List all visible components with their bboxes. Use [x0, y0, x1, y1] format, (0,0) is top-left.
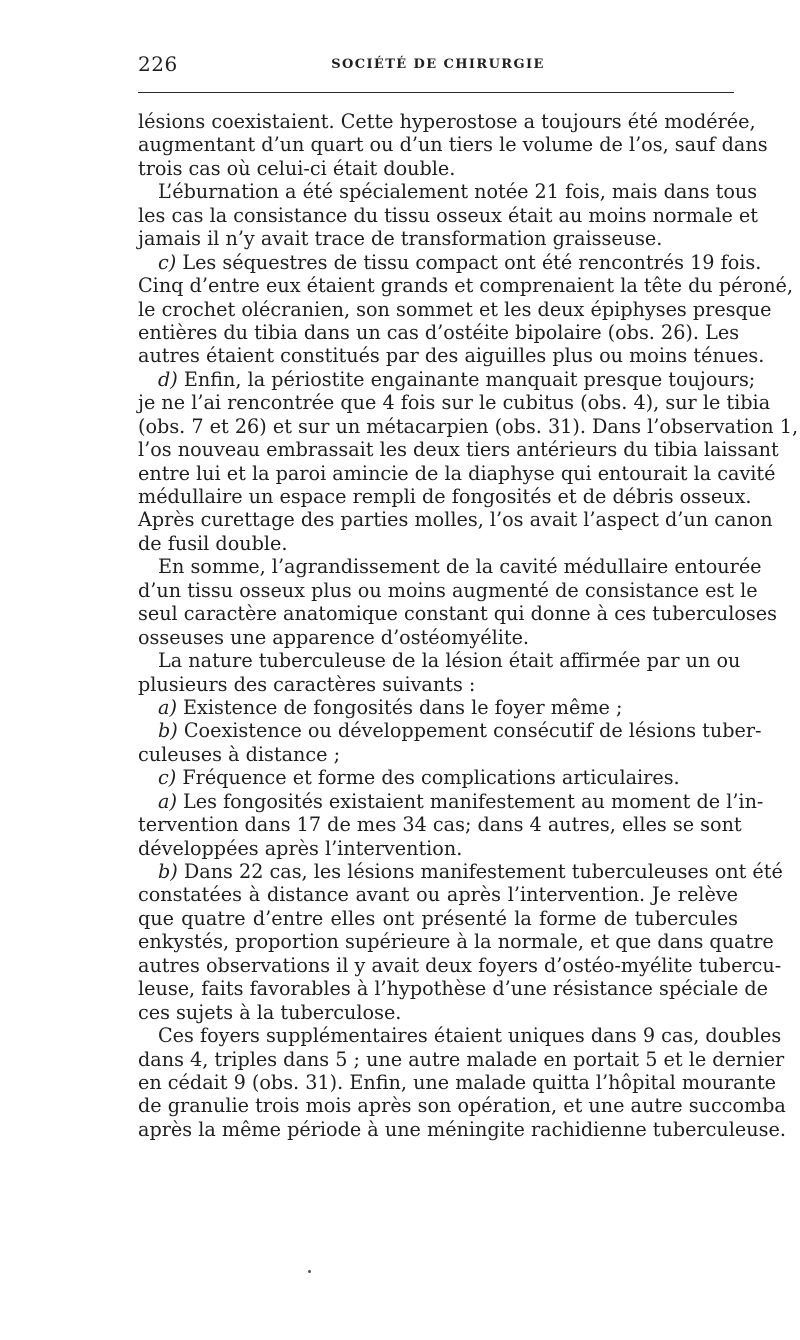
line-text: Après curettage des parties molles, l’os avait l’aspect d’un canon: [138, 508, 773, 532]
line-text: Enfin, la périostite engainante manquait presque toujours;: [177, 367, 756, 391]
line-text: que quatre d’entre elles ont présenté la forme de tubercules: [138, 906, 738, 930]
text-line: [138, 485, 752, 508]
text-line: [138, 977, 769, 1001]
line-text: (obs. 7 et 26) et sur un métacarpien (obs. 31). Dans l’observation 1,: [138, 414, 799, 438]
text-line: [138, 1001, 738, 1024]
ink-speck: [308, 1270, 311, 1273]
line-text: ces sujets à la tuberculose.: [138, 1000, 402, 1024]
line-text: après la même période à une méningite rachidienne tuberculeuse.: [138, 1117, 786, 1141]
page-header: [138, 52, 738, 76]
line-text: Ces foyers supplémentaires étaient uniques dans 9 cas, doubles: [158, 1024, 782, 1048]
list-marker: a): [158, 695, 177, 719]
text-line: [138, 907, 738, 930]
text-line: [138, 414, 799, 438]
line-text: osseuses une apparence d’ostéomyélite.: [138, 625, 530, 649]
line-text: enkystés, proportion supérieure à la normale, et que dans quatre: [138, 930, 774, 954]
line-text: l’os nouveau embrassait les deux tiers antérieurs du tibia laissant: [138, 438, 779, 462]
text-line: [138, 321, 738, 344]
line-text: de fusil double.: [138, 531, 288, 555]
text-line: [138, 602, 777, 626]
line-text: augmentant d’un quart ou d’un tiers le volume de l’os, sauf dans: [138, 133, 768, 157]
text-line: [138, 508, 773, 532]
page-number: 226: [138, 52, 178, 76]
line-text: entre lui et la paroi amincie de la diaphyse qui entourait la cavité: [138, 461, 776, 485]
line-text: leuse, faits favorables à l’hypothèse d’une résistance spéciale de: [138, 977, 769, 1001]
list-marker: d): [158, 367, 178, 391]
text-line: [138, 789, 764, 813]
text-line: [138, 1117, 786, 1141]
line-text: La nature tuberculeuse de la lésion était affirmée par un ou: [158, 649, 741, 673]
line-text: en cédait 9 (obs. 31). Enfin, une malade quitta l’hôpital mourante: [138, 1070, 777, 1094]
text-line: [138, 860, 783, 883]
text-line: [138, 673, 738, 696]
text-line: [138, 344, 765, 368]
text-line: [138, 297, 772, 321]
line-text: autres observations il y avait deux foyers d’ostéo-myélite tubercu-: [138, 953, 782, 977]
text-line: [138, 696, 738, 719]
line-text: seul caractère anatomique constant qui donne à ces tuberculoses: [138, 602, 777, 626]
line-text: tervention dans 17 de mes 34 cas; dans 4 autres, elles se sont: [138, 813, 742, 837]
text-line: [138, 555, 762, 579]
text-line: [138, 813, 742, 837]
text-line: [138, 250, 762, 274]
line-text: jamais il n’y avait trace de transformation graisseuse.: [138, 227, 663, 251]
text-line: [138, 719, 762, 743]
line-text: En somme, l’agrandissement de la cavité médullaire entourée: [158, 555, 762, 579]
line-text: développées après l’intervention.: [138, 836, 463, 860]
line-text: plusieurs des caractères suivants :: [138, 672, 476, 696]
line-text: L’éburnation a été spécialement notée 21 fois, mais dans tous: [158, 180, 758, 204]
line-text: je ne l’ai rencontrée que 4 fois sur le cubitus (obs. 4), sur le tibia: [138, 391, 771, 415]
text-line: [138, 578, 758, 602]
line-text: trois cas où celui-ci était double.: [138, 156, 456, 180]
text-line: [138, 743, 738, 766]
text-line: [138, 274, 794, 298]
text-line: [138, 110, 756, 133]
line-text: Cinq d’entre eux étaient grands et comprenaient la tête du péroné,: [138, 274, 794, 298]
text-line: [138, 649, 741, 673]
line-text: Les fongosités existaient manifestement au moment de l’in-: [176, 789, 764, 813]
line-text: lésions coexistaient. Cette hyperostose a toujours été modérée,: [138, 110, 756, 133]
line-text: d’un tissu osseux plus ou moins augmenté de consistance est le: [138, 578, 758, 602]
line-text: les cas la consistance du tissu osseux était au moins normale et: [138, 203, 758, 227]
text-line: [138, 438, 779, 462]
line-text: constatées à distance avant ou après l’intervention. Je relève: [138, 883, 738, 907]
line-text: le crochet olécranien, son sommet et les deux épiphyses presque: [138, 297, 772, 321]
text-line: [138, 532, 738, 555]
line-text: entières du tibia dans un cas d’ostéite bipolaire (obs. 26). Les: [138, 320, 740, 344]
list-marker: c): [158, 250, 177, 274]
text-line: [138, 203, 758, 227]
text-line: [138, 367, 756, 391]
list-marker: b): [158, 719, 178, 743]
header-rule: [138, 92, 734, 93]
line-text: de granulie trois mois après son opération, et une autre succomba: [138, 1094, 786, 1118]
text-line: [138, 1094, 786, 1118]
text-line: [138, 180, 758, 204]
text-line: [138, 1024, 782, 1048]
list-marker: b): [158, 860, 178, 883]
list-marker: c): [158, 766, 177, 790]
line-text: Les séquestres de tissu compact ont été rencontrés 19 fois.: [176, 250, 762, 274]
line-text: autres étaient constitués par des aiguilles plus ou moins ténues.: [138, 344, 765, 368]
line-text: Existence de fongosités dans le foyer même ;: [176, 695, 623, 719]
text-line: [138, 1070, 777, 1094]
list-marker: a): [158, 789, 177, 813]
running-head: SOCIÉTÉ DE CHIRURGIE: [331, 57, 545, 72]
text-line: [138, 1047, 785, 1071]
line-text: Coexistence ou développement consécutif de lésions tuber-: [177, 719, 762, 743]
text-line: [138, 837, 738, 860]
text-line: [138, 626, 738, 649]
text-line: [138, 227, 738, 250]
line-text: médullaire un espace rempli de fongosités et de débris osseux.: [138, 485, 752, 508]
text-line: [138, 953, 782, 977]
text-line: [138, 157, 738, 180]
text-line: [138, 930, 774, 954]
line-text: culeuses à distance ;: [138, 742, 341, 766]
text-line: [138, 766, 738, 789]
line-text: dans 4, triples dans 5 ; une autre malade en portait 5 et le dernier: [138, 1047, 785, 1071]
text-line: [138, 883, 738, 906]
text-line: [138, 461, 776, 485]
line-text: Fréquence et forme des complications articulaires.: [176, 766, 680, 790]
body-text: [138, 110, 799, 1141]
line-text: Dans 22 cas, les lésions manifestement tuberculeuses ont été: [177, 860, 783, 883]
text-line: [138, 391, 771, 415]
text-line: [138, 133, 768, 157]
